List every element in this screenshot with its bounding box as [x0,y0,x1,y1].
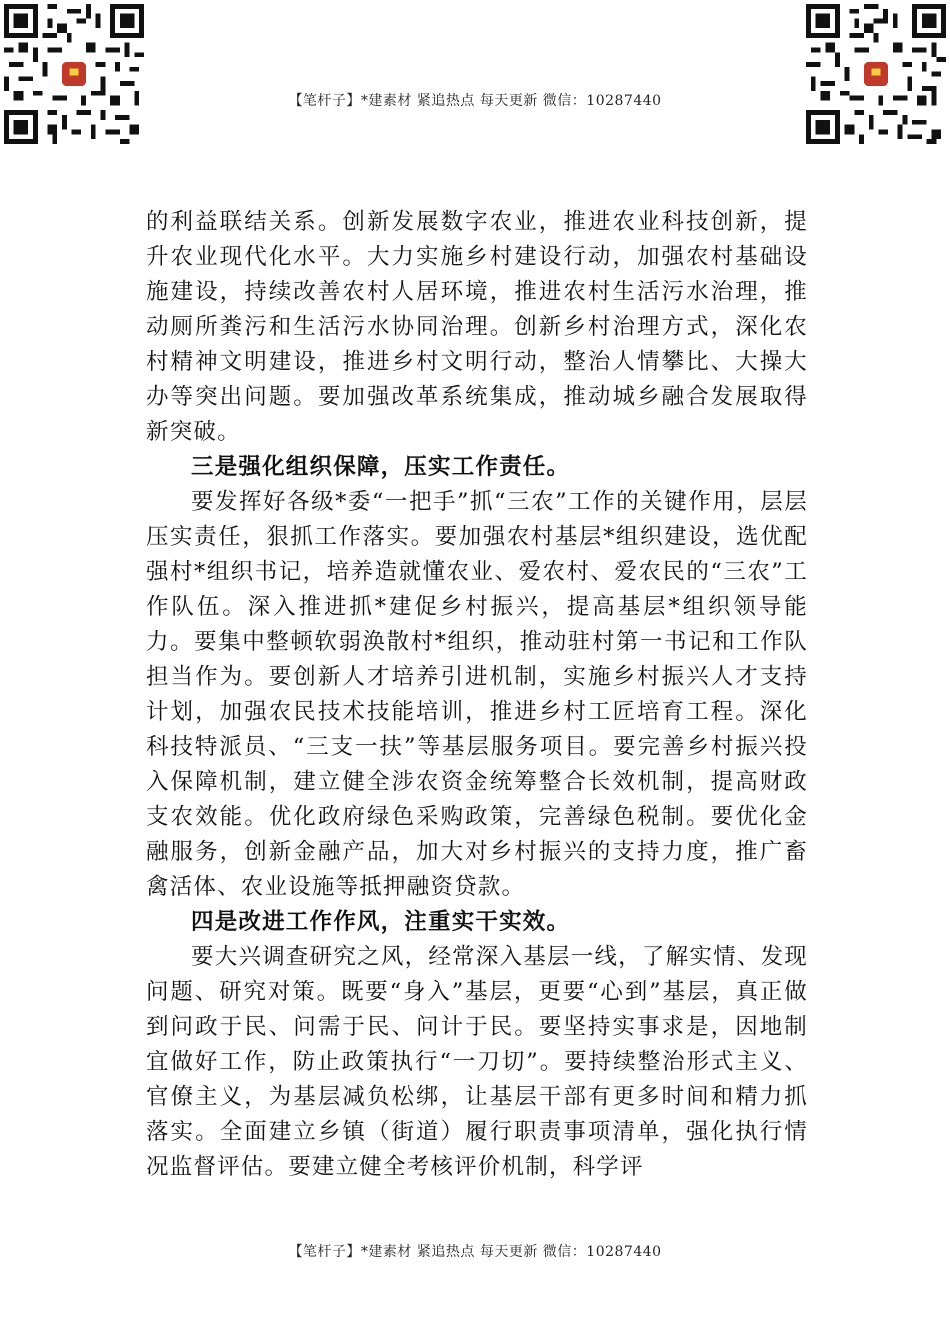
paragraph-3: 要发挥好各级*委“一把手”抓“三农”工作的关键作用，层层压实责任，狠抓工作落实。要加强农村基层*组织建设，选优配强村*组织书记，培养造就懂农业、爱农村、爱农民的“三农”工作队伍。深入推进抓*建促乡村振兴，提高基层*组织领导能力。要集中整顿软弱涣散村*组织，推动驻村第一书记和工作队担当作为。要创新人才培养引进机制，实施乡村振兴人才支持计划，加强农民技术技能培训，推进乡村工匠培育工程。深化科技特派员、“三支一扶”等基层服务项目。要完善乡村振兴投入保障机制，建立健全涉农资金统筹整合长效机制，提高财政支农效能。优化政府绿色采购政策，完善绿色税制。要优化金融服务，创新金融产品，加大对乡村振兴的支持力度，推广畜禽活体、农业设施等抵押融资贷款。 [146,489,808,900]
section-heading-4: 四是改进工作作风，注重实干实效。 [191,909,571,935]
qr-code-icon [806,4,946,144]
qr-code-right [806,4,946,144]
section-heading-3: 三是强化组织保障，压实工作责任。 [191,454,571,480]
qr-code-left [4,4,144,144]
footer-banner: 【笔杆子】*建素材 紧追热点 每天更新 微信：10287440 [288,1244,662,1260]
paragraph-4: 要大兴调查研究之风，经常深入基层一线，了解实情、发现问题、研究对策。既要“身入”基层，更要“心到”基层，真正做到问政于民、问需于民、问计于民。要坚持实事求是，因地制宜做好工作，防止政策执行“一刀切”。要持续整治形式主义、官僚主义，为基层减负松绑，让基层干部有更多时间和精力抓落实。全面建立乡镇（街道）履行职责事项清单，强化执行情况监督评估。要建立健全考核评价机制，科学评 [146,944,808,1180]
qr-code-icon [4,4,144,144]
paragraph-continued: 的利益联结关系。创新发展数字农业，推进农业科技创新，提升农业现代化水平。大力实施乡村建设行动，加强农村基础设施建设，持续改善农村人居环境，推进农村生活污水治理，推动厕所粪污和生活污水协同治理。创新乡村治理方式，深化农村精神文明建设，推进乡村文明行动，整治人情攀比、大操大办等突出问题。要加强改革系统集成，推动城乡融合发展取得新突破。 [146,209,808,445]
document-body [146,205,808,1185]
header-banner: 【笔杆子】*建素材 紧追热点 每天更新 微信：10287440 [288,93,662,109]
